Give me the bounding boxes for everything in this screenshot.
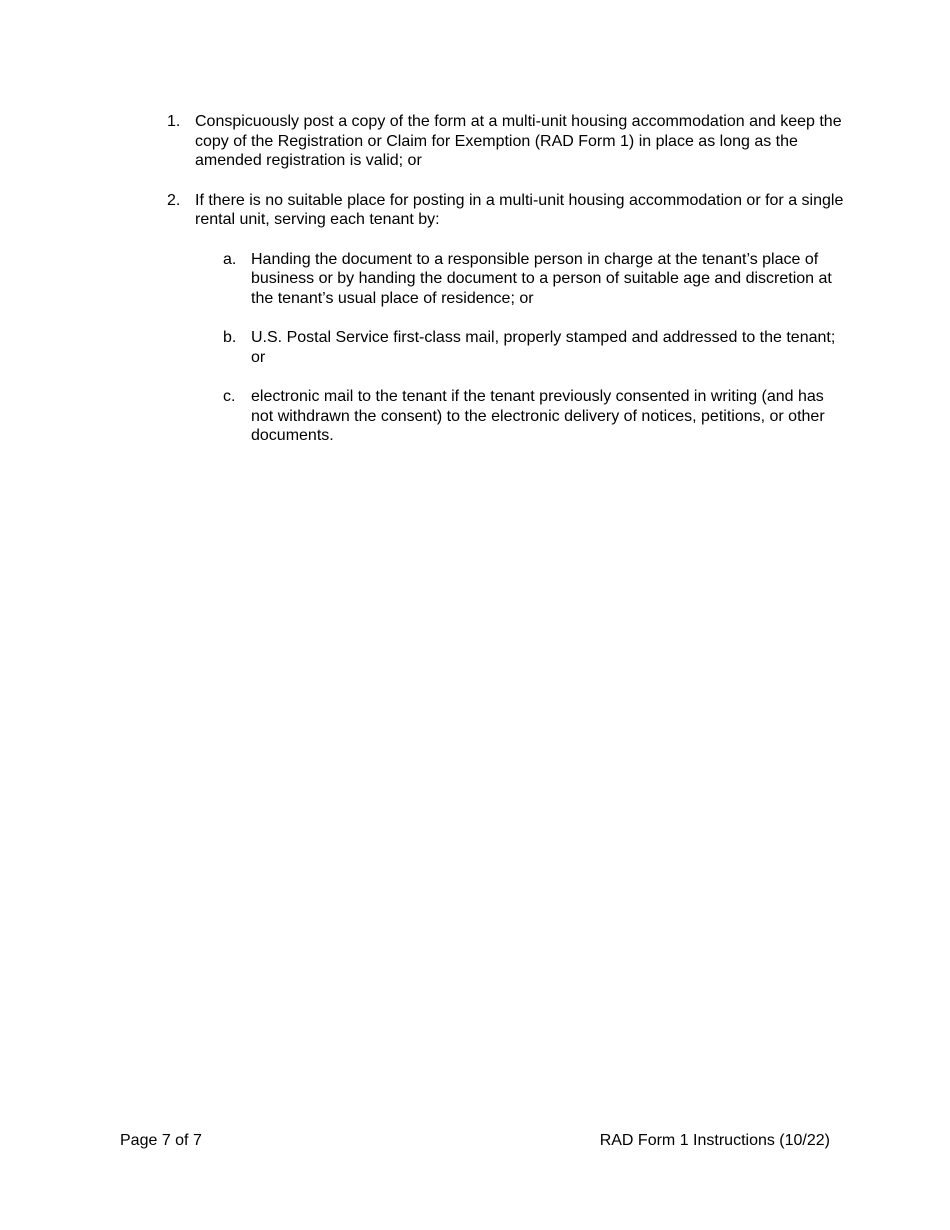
instruction-list [167,112,847,446]
sub-list-item-letter: c. [223,388,236,405]
list-item [167,112,847,171]
list-item-number: 2. [167,191,181,209]
sub-list-item-text: electronic mail to the tenant if the tenant previously consented in writing (and has not withdrawn the consent) to the electronic delivery of notices, petitions, or other documents. [251,388,825,444]
sub-list-item [223,387,847,446]
sub-list-item-text: U.S. Postal Service first-class mail, properly stamped and addressed to the tenant; or [251,329,836,366]
list-item [167,191,847,446]
sub-list-item-text: Handing the document to a responsible person in charge at the tenant’s place of business or by handing the document to a person of suitable age and discretion at the tenant’s usual place of residence; or [251,250,832,307]
list-item-number: 1. [167,113,181,130]
sub-list-item [223,328,847,367]
sub-list-item-letter: a. [223,250,237,268]
footer-page-number: Page 7 of 7 [120,1132,202,1149]
list-item-text: If there is no suitable place for posting in a multi-unit housing accommodation or for a single rental unit, serving each tenant by: [195,191,844,228]
sub-list-item [223,250,847,309]
sub-list-item-letter: b. [223,329,237,346]
footer-form-id: RAD Form 1 Instructions (10/22) [599,1132,830,1149]
list-item-text: Conspicuously post a copy of the form at a multi-unit housing accommodation and keep the copy of the Registration or Claim for Exemption (RAD Form 1) in place as long as the amended registration is valid; or [195,113,842,169]
sub-list [223,250,847,446]
list-item-body [195,191,847,446]
